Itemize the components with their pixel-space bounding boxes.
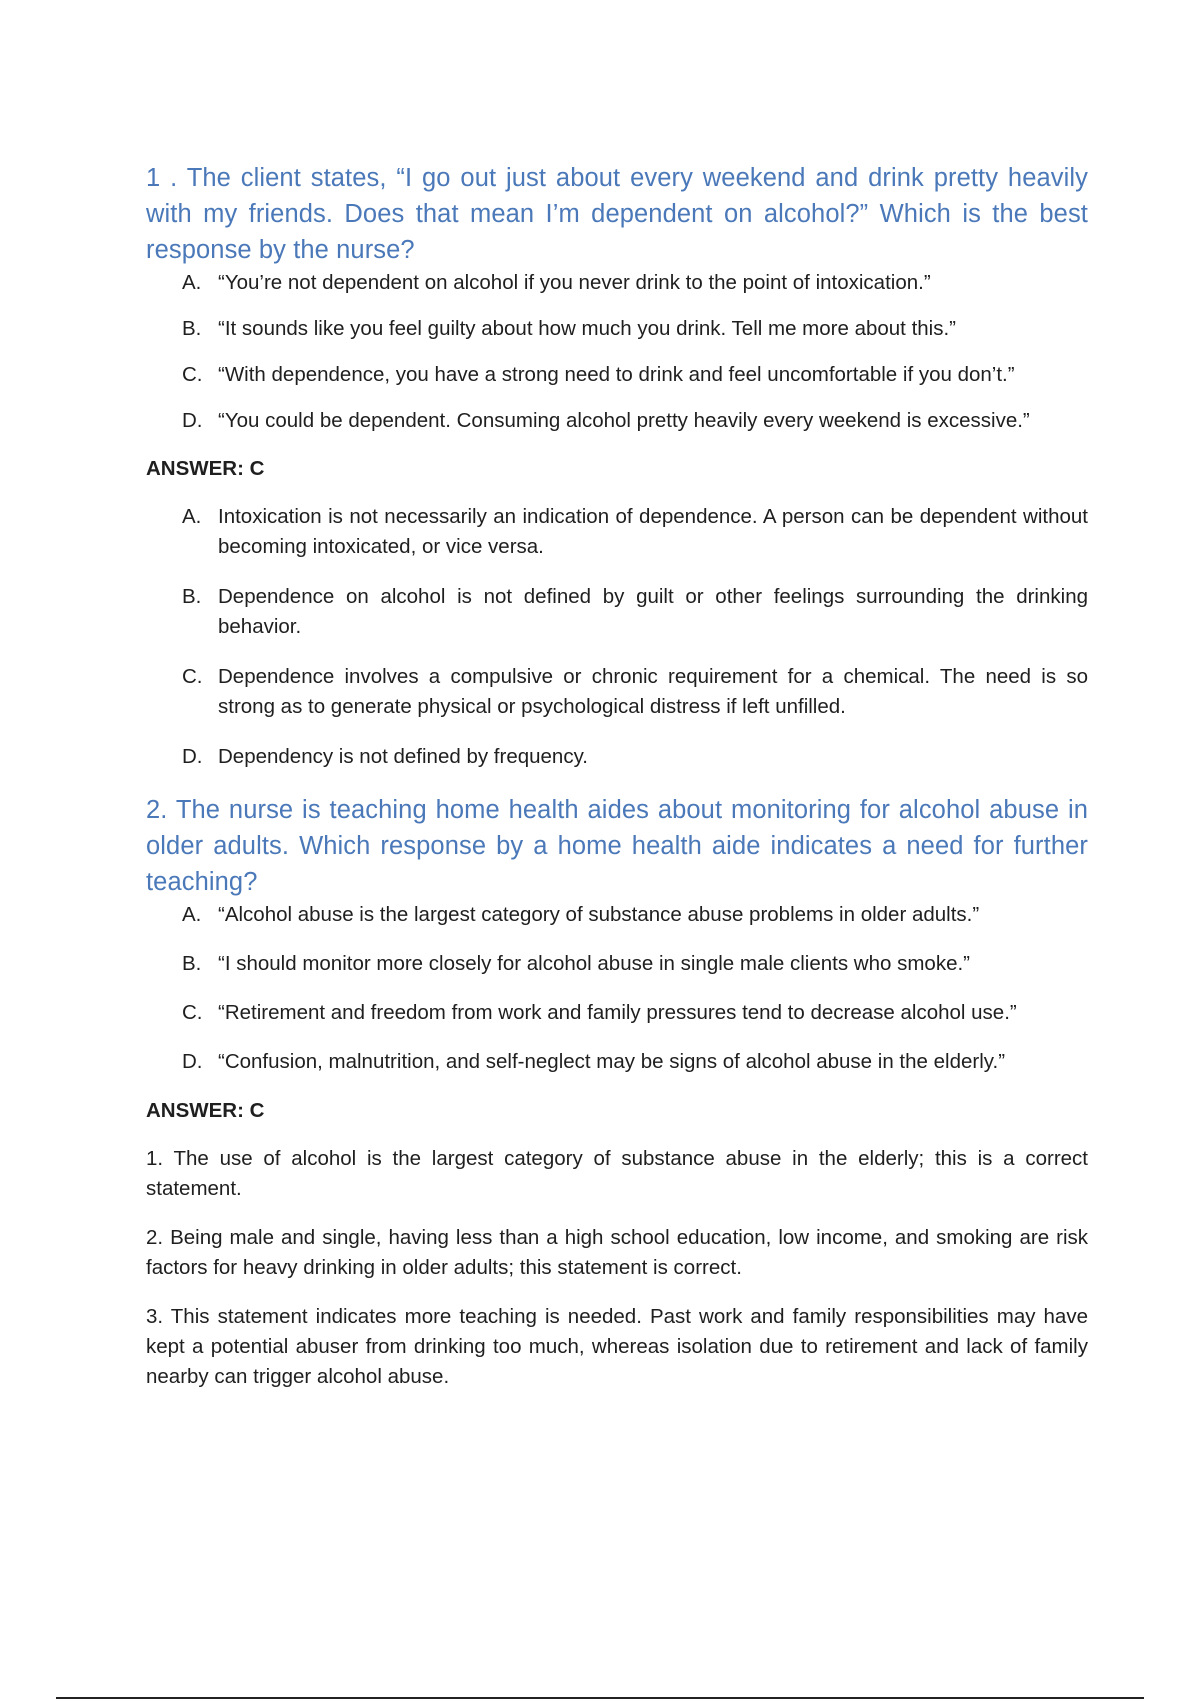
option-text: “You could be dependent. Consuming alcohol pretty heavily every weekend is excessive.” xyxy=(218,409,1030,432)
option-text: “You’re not dependent on alcohol if you never drink to the point of intoxication.” xyxy=(218,271,931,294)
option-letter: B. xyxy=(182,952,202,975)
question-1-options xyxy=(146,268,1088,436)
question-2-answer: ANSWER: C xyxy=(146,1099,265,1122)
option-text: “I should monitor more closely for alcohol abuse in single male clients who smoke.” xyxy=(218,952,971,975)
option-letter: D. xyxy=(182,1050,203,1073)
question-1-rationale-a xyxy=(146,502,1088,562)
question-2-option-b xyxy=(146,949,1088,979)
option-letter: A. xyxy=(182,903,202,926)
question-1-rationale-d xyxy=(146,742,1088,772)
question-2-options xyxy=(146,900,1088,1077)
option-letter: A. xyxy=(182,271,202,294)
question-2-option-d xyxy=(146,1047,1088,1077)
question-2-option-c xyxy=(146,998,1088,1028)
question-1-answer: ANSWER: C xyxy=(146,457,265,480)
question-1-text: 1 . The client states, “I go out just about every weekend and drink pretty heavily with my friends. Does that mean I’m dependent on alcohol?” Which is the best response by the nurse? xyxy=(146,164,1088,264)
option-text: “With dependence, you have a strong need to drink and feel uncomfortable if you don’t.” xyxy=(218,363,1015,386)
rationale-letter: C. xyxy=(182,665,203,688)
rationale-text: Dependence on alcohol is not defined by guilt or other feelings surrounding the drinking behavior. xyxy=(218,585,1088,638)
option-letter: C. xyxy=(182,363,203,386)
rationale-text: Dependence involves a compulsive or chronic requirement for a chemical. The need is so strong as to generate physical or psychological distress if left unfilled. xyxy=(218,665,1088,718)
question-1-rationale-c xyxy=(146,662,1088,722)
question-2-option-a xyxy=(146,900,1088,930)
question-1-option-b xyxy=(146,314,1088,344)
question-2-rationale-3: 3. This statement indicates more teaching is needed. Past work and family responsibilities may have kept a potential abuser from drinking too much, whereas isolation due to retirement and lack of family nearby can trigger alcohol abuse. xyxy=(146,1305,1088,1388)
option-letter: B. xyxy=(182,317,202,340)
rationale-text: Intoxication is not necessarily an indication of dependence. A person can be dependent without becoming intoxicated, or vice versa. xyxy=(218,505,1088,558)
rationale-letter: A. xyxy=(182,505,202,528)
question-2-rationale-2: 2. Being male and single, having less than a high school education, low income, and smoking are risk factors for heavy drinking in older adults; this statement is correct. xyxy=(146,1226,1088,1279)
question-2-rationale-1: 1. The use of alcohol is the largest category of substance abuse in the elderly; this is a correct statement. xyxy=(146,1147,1088,1200)
rationale-letter: B. xyxy=(182,585,202,608)
option-letter: C. xyxy=(182,1001,203,1024)
question-1-option-c xyxy=(146,360,1088,390)
option-text: “It sounds like you feel guilty about how much you drink. Tell me more about this.” xyxy=(218,317,956,340)
question-1-option-a xyxy=(146,268,1088,298)
footer-rule xyxy=(56,1697,1144,1699)
question-1-rationale-b xyxy=(146,582,1088,642)
question-2-text: 2. The nurse is teaching home health aides about monitoring for alcohol abuse in older adults. Which response by a home health aide indicates a need for further teaching? xyxy=(146,796,1088,896)
question-1-option-d xyxy=(146,406,1088,436)
document-page xyxy=(146,160,1088,1392)
rationale-letter: D. xyxy=(182,745,203,768)
option-text: “Confusion, malnutrition, and self-neglect may be signs of alcohol abuse in the elderly.” xyxy=(218,1050,1006,1073)
rationale-text: Dependency is not defined by frequency. xyxy=(218,745,589,768)
option-text: “Alcohol abuse is the largest category of substance abuse problems in older adults.” xyxy=(218,903,980,926)
question-1-rationales xyxy=(146,502,1088,772)
option-text: “Retirement and freedom from work and family pressures tend to decrease alcohol use.” xyxy=(218,1001,1017,1024)
option-letter: D. xyxy=(182,409,203,432)
